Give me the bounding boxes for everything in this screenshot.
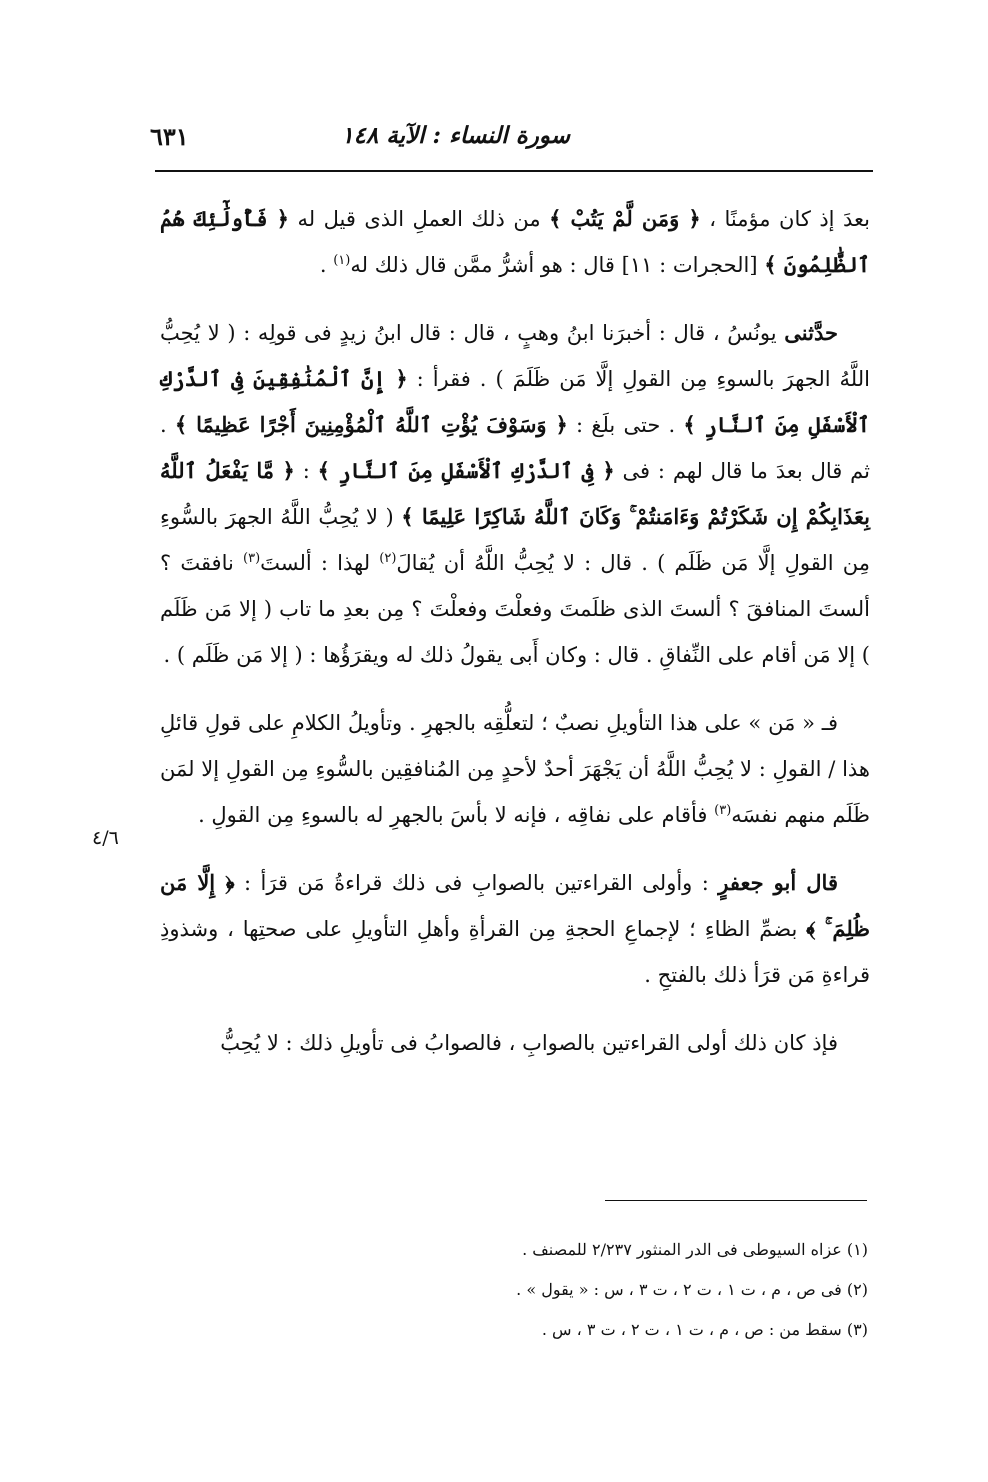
text-segment: نافقتَ ؟ ألستَ المنافقَ ؟ ألستَ الذى ظلَمتَ وفعلْتَ وفعلْتَ ؟ مِن بعدِ ما تاب ( إلا مَن ظَلَم ) إلا مَن أقام على النِّفاقِ . قال : وكان أَبى يقولُ ذلك له ويقرَؤُها : ( إلا مَن ظَلَم ) . xyxy=(160,551,870,667)
header-divider xyxy=(155,170,873,172)
text-segment: . ثم قال بعدَ ما قال لهم : فى xyxy=(160,413,870,483)
footnote-1: (١) عزاه السيوطى فى الدر المنثور ٢/٢٣٧ للمصنف . xyxy=(522,1240,868,1259)
quran-quote: ﴿ وَمَن لَّمْ يَتُبْ ﴾ xyxy=(549,206,701,231)
text-segment: ( لا يُحِبُّ اللَّهُ الجهرَ بالسُّوءِ مِن القولِ إلَّا مَن ظَلَم ) . قال : لا يُحِبُّ اللَّهُ أن يُقالَ xyxy=(160,505,870,575)
main-text xyxy=(160,196,870,1088)
paragraph-4 xyxy=(160,860,870,998)
quran-quote: ﴿ إِنَّ ٱلْمُنَٰفِقِينَ فِى ٱلدَّرْكِ ٱلْأَسْفَلِ مِنَ ٱلنَّارِ ﴾ xyxy=(160,366,870,437)
footnote-marker: (٣) xyxy=(714,803,732,818)
text-segment: بضمِّ الظاءِ ؛ لإجماعِ الحجةِ مِن القرأةِ وأهلِ التأويلِ على صحتِها ، وشذوذِ قراءةِ مَن قرَأ ذلك بالفتحِ . xyxy=(160,917,870,987)
narration-lead: قال أبو جعفرٍ xyxy=(718,870,838,895)
text-segment: فأقام على نفاقِه ، فإنه لا بأسَ بالجهرِ له بالسوءِ مِن القولِ . xyxy=(198,803,715,827)
text-segment: . xyxy=(319,253,334,277)
margin-page-reference: ٤/٦ xyxy=(92,827,119,849)
paragraph-3 xyxy=(160,700,870,838)
footnote-marker: (٣) xyxy=(243,551,261,566)
quran-quote: ﴿ إِلَّا مَن ظُلِمَ ۚ ﴾ xyxy=(160,870,870,941)
footnote-divider xyxy=(605,1200,867,1201)
footnote-2: (٢) فى ص ، م ، ت ١ ، ت ٢ ، ت ٣ ، س : « يقول » . xyxy=(516,1280,868,1299)
running-head xyxy=(150,118,870,158)
text-segment: من ذلك العملِ الذى قيل له xyxy=(288,207,550,231)
footnotes xyxy=(160,1230,868,1350)
quran-quote: ﴿ مَّا يَفْعَلُ ٱللَّهُ بِعَذَابِكُمْ إِن شَكَرْتُمْ وَءَامَنتُمْ ۚ وَكَانَ ٱللَّهُ شَاكِرًا عَلِيمًا ﴾ xyxy=(160,458,871,529)
surah-title: سورة النساء : الآية ١٤٨ xyxy=(341,122,570,149)
quran-quote: ﴿ وَسَوْفَ يُؤْتِ ٱللَّهُ ٱلْمُؤْمِنِينَ أَجْرًا عَظِيمًا ﴾ xyxy=(174,412,568,437)
paragraph-2 xyxy=(160,310,870,678)
quran-quote: ﴿ فِى ٱلدَّرْكِ ٱلْأَسْفَلِ مِنَ ٱلنَّارِ ﴾ xyxy=(317,458,615,483)
text-segment: لهذا : ألستَ xyxy=(260,551,380,575)
paragraph-1 xyxy=(160,196,870,288)
text-segment: [الحجرات : ١١] قال : هو أشرُّ ممَّن قال ذلك له xyxy=(350,253,765,277)
narration-lead: حدَّثنى xyxy=(784,320,838,345)
text-segment: . حتى بلَغ : xyxy=(567,413,684,437)
text-segment: يونُسُ ، قال : أخبرَنا ابنُ وهبٍ ، قال : قال ابنُ زيدٍ فى قولِه : ( لا يُحِبُّ اللَّهُ الجهرَ بالسوءِ مِن القولِ إلَّا مَن ظَلَمَ ) . فقرأ : xyxy=(160,321,870,391)
footnote-marker: (٢) xyxy=(379,551,397,566)
paragraph-5: فإذ كان ذلك أولى القراءتين بالصوابِ ، فالصوابُ فى تأويلِ ذلك : لا يُحِبُّ xyxy=(220,1031,838,1055)
footnote-marker: (١) xyxy=(333,253,351,268)
quran-quote: ﴿ فَأُولَٰٓئِكَ هُمُ ٱلظَّٰلِمُونَ ﴾ xyxy=(160,206,870,277)
footnote-3: (٣) سقط من : ص ، م ، ت ١ ، ت ٢ ، ت ٣ ، س . xyxy=(541,1320,868,1339)
text-segment: : وأولى القراءتين بالصوابِ فى ذلك قراءةُ مَن قرَأ : xyxy=(234,871,719,895)
text-segment: بعدَ إذ كان مؤمنًا ، xyxy=(700,207,870,231)
text-segment: فـ « مَن » على هذا التأويلِ نصبٌ ؛ لتعلُّقِه بالجهرِ . وتأويلُ الكلامِ على قولِ قائلِ هذا / القولِ : لا يُحِبُّ اللَّهُ أن يَجْهَرَ أحدٌ لأحدٍ مِن المُنافقِين بالسُّوءِ مِن القولِ إلا لمَن ظَلَم منهم نفسَه xyxy=(160,711,870,827)
text-segment: : xyxy=(294,459,318,483)
page-number: ٦٣١ xyxy=(150,122,189,151)
